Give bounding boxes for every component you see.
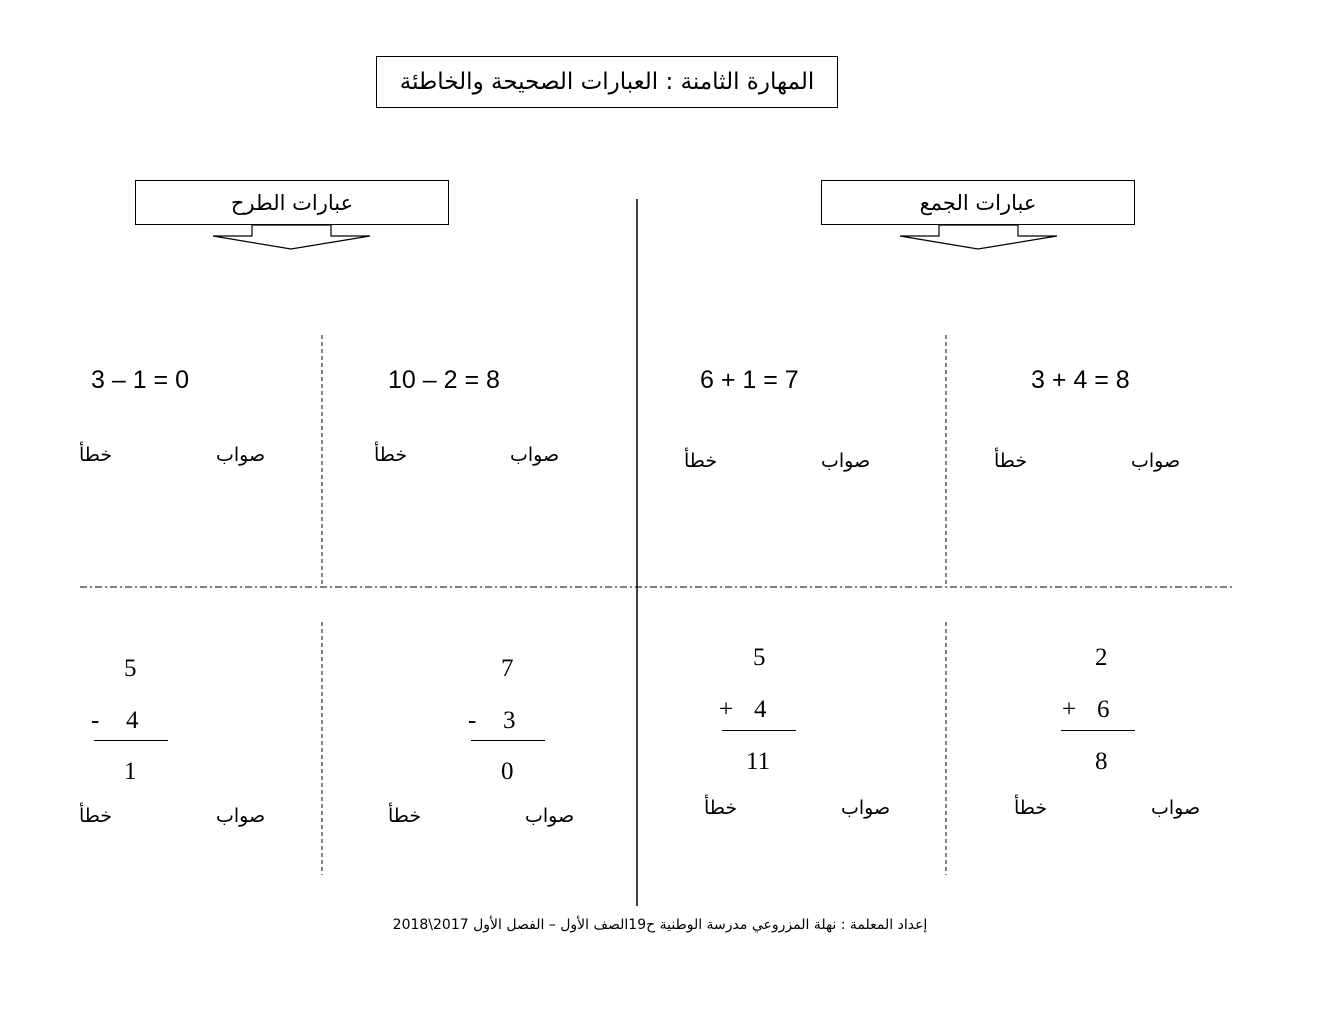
sum-line bbox=[722, 730, 796, 731]
vertical-top-number: 2 bbox=[1095, 644, 1108, 671]
subtraction-header: عبارات الطرح bbox=[135, 180, 449, 225]
operator-plus: + bbox=[1062, 696, 1077, 723]
footer-credit: إعداد المعلمة : نهلة المزروعي مدرسة الوطنية ح19الصف الأول – الفصل الأول 2017\2018 bbox=[392, 917, 928, 933]
choice-wrong[interactable]: خطأ bbox=[79, 805, 113, 827]
choice-wrong[interactable]: خطأ bbox=[994, 450, 1028, 472]
vertical-result: 8 bbox=[1095, 748, 1108, 775]
choice-wrong[interactable]: خطأ bbox=[388, 805, 422, 827]
difference-line bbox=[94, 740, 168, 741]
arrow-addition bbox=[900, 225, 1057, 249]
choice-correct[interactable]: صواب bbox=[841, 797, 891, 819]
vertical-result: 1 bbox=[124, 758, 137, 785]
operator-minus: - bbox=[91, 707, 100, 734]
vertical-top-number: 5 bbox=[753, 644, 766, 671]
choice-correct[interactable]: صواب bbox=[1131, 450, 1181, 472]
choice-correct[interactable]: صواب bbox=[821, 450, 871, 472]
choice-correct[interactable]: صواب bbox=[510, 444, 560, 466]
vertical-result: 11 bbox=[746, 748, 771, 775]
vertical-bottom-number: 3 bbox=[503, 707, 516, 734]
equation-sub-1: 10 – 2 = 8 bbox=[388, 366, 500, 394]
arrow-subtraction bbox=[213, 225, 370, 249]
choice-wrong[interactable]: خطأ bbox=[704, 797, 738, 819]
choice-wrong[interactable]: خطأ bbox=[79, 444, 113, 466]
page-title: المهارة الثامنة : العبارات الصحيحة والخاطئة bbox=[376, 56, 838, 108]
choice-wrong[interactable]: خطأ bbox=[374, 444, 408, 466]
choice-correct[interactable]: صواب bbox=[525, 805, 575, 827]
vertical-bottom-number: 6 bbox=[1097, 696, 1110, 723]
choice-wrong[interactable]: خطأ bbox=[1014, 797, 1048, 819]
equation-add-1: 3 + 4 = 8 bbox=[1031, 366, 1130, 394]
vertical-bottom-number: 4 bbox=[126, 707, 139, 734]
sum-line bbox=[1061, 730, 1135, 731]
vertical-top-number: 5 bbox=[124, 655, 137, 682]
operator-minus: - bbox=[468, 707, 477, 734]
difference-line bbox=[471, 740, 545, 741]
vertical-result: 0 bbox=[501, 758, 514, 785]
choice-wrong[interactable]: خطأ bbox=[684, 450, 718, 472]
equation-sub-2: 3 – 1 = 0 bbox=[91, 366, 189, 394]
choice-correct[interactable]: صواب bbox=[216, 805, 266, 827]
vertical-bottom-number: 4 bbox=[754, 696, 767, 723]
operator-plus: + bbox=[719, 696, 734, 723]
equation-add-2: 6 + 1 = 7 bbox=[700, 366, 799, 394]
addition-header: عبارات الجمع bbox=[821, 180, 1135, 225]
choice-correct[interactable]: صواب bbox=[216, 444, 266, 466]
vertical-top-number: 7 bbox=[501, 655, 514, 682]
choice-correct[interactable]: صواب bbox=[1151, 797, 1201, 819]
